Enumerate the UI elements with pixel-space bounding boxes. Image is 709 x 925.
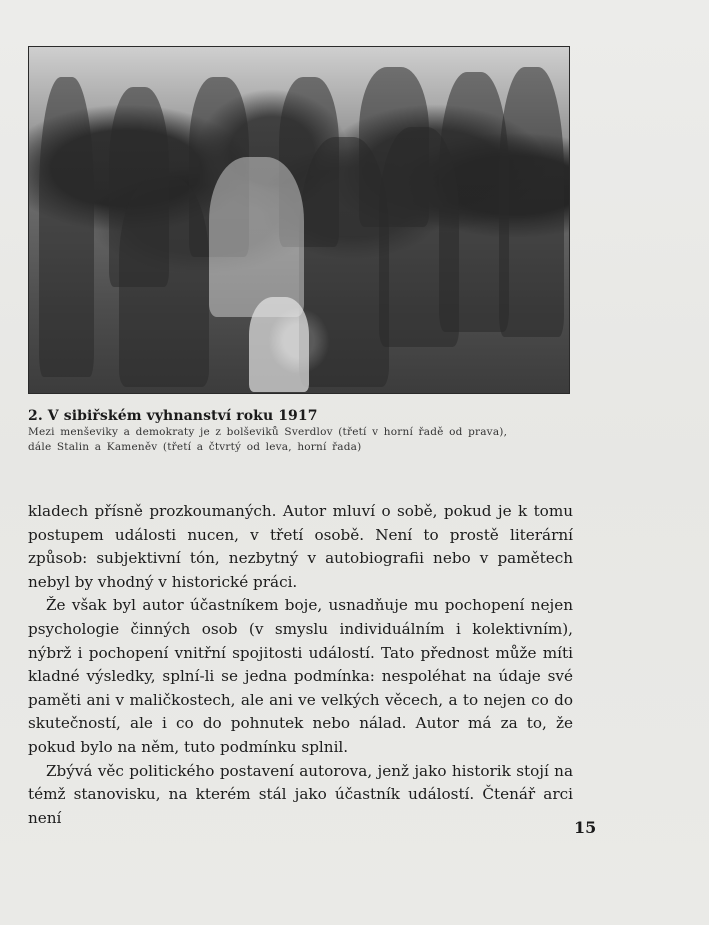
caption-line: Mezi menševiky a demokraty je z bolševiků Sverdlov (třetí v horní řadě od prava), [28, 426, 508, 438]
caption-title: 2. V sibiřském vyhnanství roku 1917 [28, 408, 318, 424]
paragraph: Zbývá věc politického postavení autorova, jenž jako historik stojí na témž stanovisku, na kterém stál jako účastník událostí. Čtenář arci není [28, 761, 573, 827]
photo-person-light [209, 157, 304, 317]
photo-person [379, 127, 459, 347]
figure-caption [28, 408, 548, 455]
paragraph: kladech přísně prozkoumaných. Autor mluví o sobě, pokud je k tomu postupem události nucen, v třetí osobě. Není to prostě literární způsob: subjektivní tón, nezbytný v autobiografii nebo v pamětech nebyl by vhodný v historické práci. [28, 502, 573, 591]
photo-child [249, 297, 309, 392]
photo-person [499, 67, 564, 337]
photo-person [39, 77, 94, 377]
group-photograph [28, 46, 570, 394]
body-text [28, 500, 573, 830]
photo-person [119, 177, 209, 387]
page-number: 15 [574, 818, 597, 837]
paragraph: Že však byl autor účastníkem boje, usnadňuje mu pochopení nejen psychologie činných osob (v smyslu individuálním i kolektivním), nýbrž i pochopení vnitřní spojitosti událostí. Tato přednost může míti kladné výsledky, splní-li se jedna podmínka: nespoléhat na údaje své paměti ani v maličkostech, ale ani ve velkých věcech, a to nejen co do skutečností, ale i co do pohnutek nebo nálad. Autor má za to, že pokud bylo na něm, tuto podmínku splnil. [28, 596, 573, 756]
photo-person [299, 137, 389, 387]
caption-line: dále Stalin a Kameněv (třetí a čtvrtý od leva, horní řada) [28, 441, 362, 453]
